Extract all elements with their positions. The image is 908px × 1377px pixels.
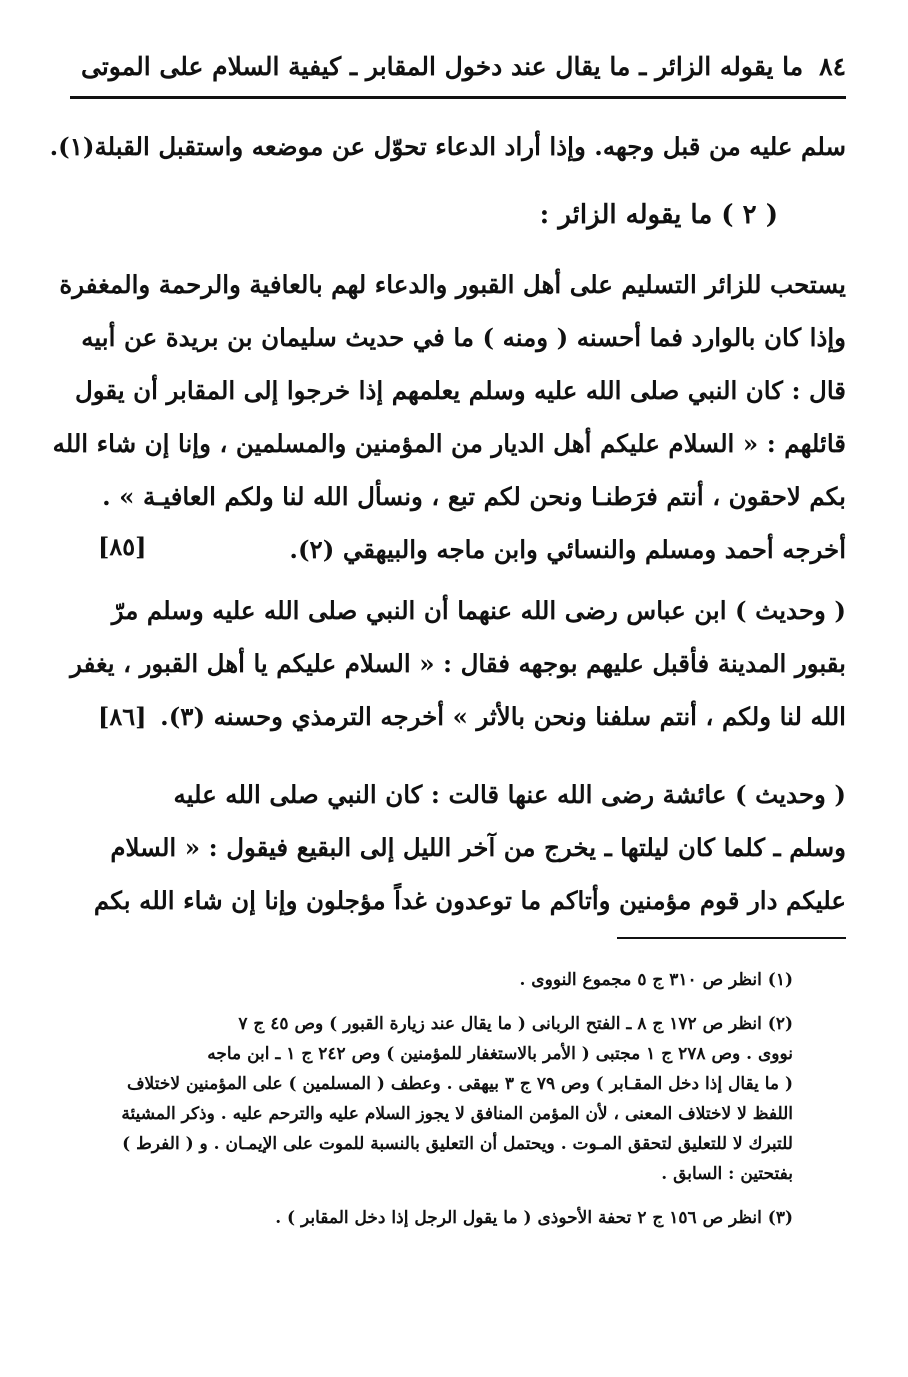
reference-number-85: [٨٥] xyxy=(98,532,147,561)
footnote-line: ( ما يقال إذا دخل المقـابر ) وص ٧٩ ج ٣ بيهقى . وعطف ( المسلمين ) على المؤمنين لاختلاف xyxy=(126,1074,793,1094)
paragraph-3 xyxy=(93,768,846,927)
text-line: قائلهم : « السلام عليكم أهل الديار من المؤمنين والمسلمين ، وإنا إن شاء الله xyxy=(52,429,846,458)
page-header xyxy=(81,40,846,92)
footnote-line: للتبرك لا للتعليق لتحقق المـوت . ويحتمل أن التعليق بالنسبة للموت على الإيمـان . و ( الفرط ) xyxy=(122,1134,793,1154)
text-line: سلم عليه من قبل وجهه. وإذا أراد الدعاء تحوّل عن موضعه واستقبل القبلة(١). xyxy=(49,132,846,161)
text-line: الله لنا ولكم ، أنتم سلفنا ونحن بالأثر » أخرجه الترمذي وحسنه (٣). xyxy=(160,702,846,731)
text-line: أخرجه أحمد ومسلم والنسائي وابن ماجه والبيهقي (٢). xyxy=(289,535,846,564)
footnotes xyxy=(98,965,793,1247)
text-line: بقبور المدينة فأقبل عليهم بوجهه فقال : « السلام عليكم يا أهل القبور ، يغفر xyxy=(70,649,846,678)
text-line: عليكم دار قوم مؤمنين وأتاكم ما توعدون غداً مؤجلون وإنا إن شاء الله بكم xyxy=(93,886,846,915)
running-title: ما يقوله الزائر ـ ما يقال عند دخول المقابر ـ كيفية السلام على الموتى xyxy=(81,51,804,81)
text-line: ( وحديث ) ابن عباس رضى الله عنهما أن النبي صلى الله عليه وسلم مرّ xyxy=(111,596,846,625)
text-line: قال : كان النبي صلى الله عليه وسلم يعلمهم إذا خرجوا إلى المقابر أن يقول xyxy=(74,376,846,405)
text-line: بكم لاحقون ، أنتم فرَطنـا ونحن لكم تبع ، ونسأل الله لنا ولكم العافيـة » . xyxy=(102,482,846,511)
text-line: وسلم ـ كلما كان ليلتها ـ يخرج من آخر الليل إلى البقيع فيقول : « السلام xyxy=(110,833,846,862)
paragraph-2 xyxy=(70,584,846,743)
footnote-line: نووى . وص ٢٧٨ ج ١ مجتبى ( الأمر بالاستغفار للمؤمنين ) وص ٢٤٢ ج ١ ـ ابن ماجه xyxy=(207,1044,793,1064)
footnote-line: (٣) انظر ص ١٥٦ ج ٢ تحفة الأحوذى ( ما يقول الرجل إذا دخل المقابر ) . xyxy=(275,1208,793,1228)
footnote-line: (٢) انظر ص ١٧٢ ج ٨ ـ الفتح الربانى ( ما يقال عند زيارة القبور ) وص ٤٥ ج ٧ xyxy=(238,1014,793,1034)
section-heading: ( ٢ ) ما يقوله الزائر : xyxy=(539,200,778,230)
page-number: ٨٤ xyxy=(819,51,846,81)
footnote-line: (١) انظر ص ٣١٠ ج ٥ مجموع النووى . xyxy=(519,970,793,990)
footnote-3 xyxy=(98,1203,793,1233)
footnote-line: اللفظ لا لاختلاف المعنى ، لأن المؤمن المنافق لا يجوز السلام عليه والترحم عليه . وذكر المشيئة xyxy=(121,1104,793,1124)
intro-text xyxy=(49,120,846,173)
footnote-2 xyxy=(98,1009,793,1189)
text-line: يستحب للزائر التسليم على أهل القبور والدعاء لهم بالعافية والرحمة والمغفرة xyxy=(59,270,846,299)
reference-number-86: [٨٦] xyxy=(98,702,147,731)
paragraph-1 xyxy=(52,258,846,576)
footnote-separator xyxy=(617,937,846,939)
text-line: وإذا كان بالوارد فما أحسنه ( ومنه ) ما في حديث سليمان بن بريدة عن أبيه xyxy=(81,323,846,352)
text-line: ( وحديث ) عائشة رضى الله عنها قالت : كان النبي صلى الله عليه xyxy=(173,780,846,809)
header-rule xyxy=(70,96,846,99)
footnote-1 xyxy=(98,965,793,995)
footnote-line: بفتحتين : السابق . xyxy=(661,1164,793,1184)
